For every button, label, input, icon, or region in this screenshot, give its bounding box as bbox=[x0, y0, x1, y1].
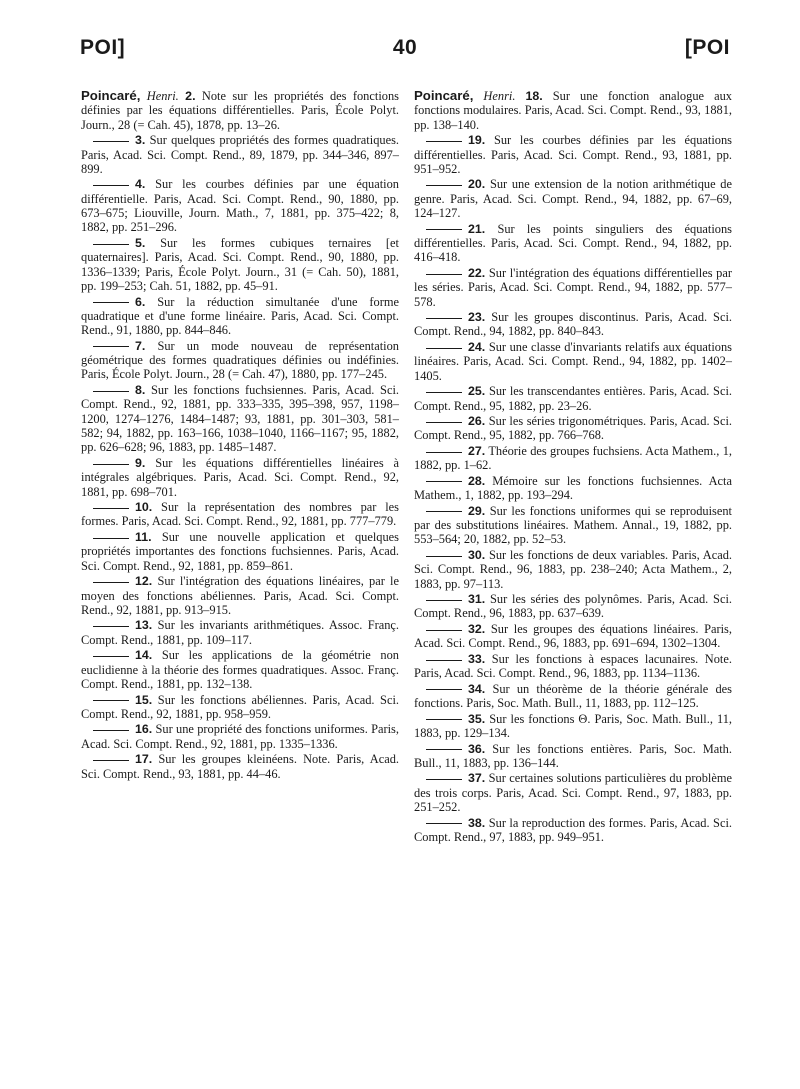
entry-text: Sur les courbes définies par les équations différentielles. Paris, Acad. Sci. Compt. Rend., 93, 1881, pp. 951–952. bbox=[414, 133, 732, 176]
bibliography-entry bbox=[414, 444, 732, 473]
bibliography-entry bbox=[81, 574, 399, 617]
bibliography-entry bbox=[81, 383, 399, 455]
ditto-dash bbox=[426, 689, 462, 690]
bibliography-entry bbox=[414, 682, 732, 711]
entry-number: 13. bbox=[135, 618, 153, 633]
ditto-dash bbox=[426, 779, 462, 780]
entry-number: 28. bbox=[468, 473, 486, 488]
bibliography-entry bbox=[414, 177, 732, 220]
entry-number: 27. bbox=[468, 443, 486, 458]
entry-number: 8. bbox=[135, 383, 146, 397]
entry-text: Sur les fonctions entières. Paris, Soc. Math. Bull., 11, 1883, pp. 136–144. bbox=[414, 741, 732, 770]
entry-number: 14. bbox=[135, 648, 153, 663]
ditto-dash bbox=[93, 464, 129, 465]
ditto-dash bbox=[93, 582, 129, 583]
entry-number: 6. bbox=[135, 294, 146, 309]
entry-text: Sur les fonctions de deux variables. Paris, Acad. Sci. Compt. Rend., 96, 1883, pp. 238–240; Acta Mathem., 2, 1883, pp. 97–113. bbox=[414, 547, 732, 591]
bibliography-entry bbox=[81, 752, 399, 781]
bibliography-entry bbox=[81, 339, 399, 382]
entry-text: Sur la reproduction des formes. Paris, Acad. Sci. Compt. Rend., 97, 1883, pp. 949–951. bbox=[414, 815, 732, 844]
entry-number: 38. bbox=[468, 815, 486, 830]
entry-text: Sur les groupes discontinus. Paris, Acad. Sci. Compt. Rend., 94, 1882, pp. 840–843. bbox=[414, 310, 732, 339]
bibliography-entry bbox=[414, 414, 732, 443]
entry-number: 24. bbox=[468, 339, 486, 354]
bibliography-entry bbox=[81, 500, 399, 529]
entry-text: Sur certaines solutions particulières du problème des trois corps. Paris, Acad. Sci. Compt. Rend., 97, 1883, pp. 251–252. bbox=[414, 771, 732, 815]
ditto-dash bbox=[93, 302, 129, 303]
ditto-dash bbox=[93, 656, 129, 657]
author-given-name: Henri. bbox=[483, 89, 516, 103]
ditto-dash bbox=[426, 348, 462, 349]
running-head-left: POI] bbox=[80, 36, 126, 59]
bibliography-entry bbox=[81, 236, 399, 293]
entry-text: Sur les formes cubiques ternaires [et quaternaires]. Paris, Acad. Sci. Compt. Rend., 90, 1880, pp. 1336–1339; Paris, École Polyt. Journ., 31 (= Cah. 50), 1881, pp. 199–253; Cah. 51, 1882, pp. 45–91. bbox=[81, 236, 399, 294]
bibliography-entry bbox=[414, 771, 732, 814]
entry-number: 35. bbox=[468, 711, 486, 726]
bibliography-entry bbox=[81, 722, 399, 751]
bibliography-entry bbox=[414, 222, 732, 265]
page-header bbox=[80, 36, 730, 66]
ditto-dash bbox=[426, 185, 462, 186]
entry-number: 32. bbox=[468, 622, 486, 636]
ditto-dash bbox=[93, 538, 129, 539]
entry-number: 33. bbox=[468, 651, 486, 666]
entry-text: Théorie des groupes fuchsiens. Acta Mathem., 1, 1882, pp. 1–62. bbox=[414, 443, 732, 473]
entry-number: 29. bbox=[468, 503, 486, 518]
running-head-right: [POI bbox=[684, 36, 730, 59]
bibliography-entry bbox=[81, 295, 399, 338]
entry-text: Sur les applications de la géométrie non euclidienne à la théorie des formes quadratiques. Assoc. Franç. Compt. Rend., 1881, pp. 132–138. bbox=[81, 648, 399, 691]
entry-number: 31. bbox=[468, 592, 486, 607]
ditto-dash bbox=[426, 823, 462, 824]
entry-number: 36. bbox=[468, 741, 486, 756]
entry-number: 11. bbox=[135, 530, 152, 544]
bibliography-entry bbox=[414, 652, 732, 681]
bibliography-entry bbox=[414, 474, 732, 503]
entry-number: 37. bbox=[468, 771, 486, 786]
ditto-dash bbox=[426, 556, 462, 557]
bibliography-entry bbox=[414, 266, 732, 309]
author-surname: Poincaré, bbox=[414, 88, 474, 103]
bibliography-entry bbox=[414, 133, 732, 176]
entry-text: Sur les groupes des équations linéaires. Paris, Acad. Sci. Compt. Rend., 96, 1883, pp. 691–694, 1302–1304. bbox=[414, 622, 732, 651]
entry-text: Note sur les propriétés des fonctions définies par les équations différentielles. Paris, École Polyt. Journ., 28 (= Cah. 45), 1878, pp. 13–26. bbox=[81, 89, 399, 132]
entry-text: Sur quelques propriétés des formes quadratiques. Paris, Acad. Sci. Compt. Rend., 89, 1879, pp. 344–346, 897–899. bbox=[81, 133, 399, 176]
bibliography-entry bbox=[81, 648, 399, 691]
entry-text: Sur la réduction simultanée d'une forme quadratique et d'une forme linéaire. Paris, Acad. Sci. Compt. Rend., 91, 1880, pp. 844–846. bbox=[81, 294, 399, 338]
entry-text: Sur les séries trigonométriques. Paris, Acad. Sci. Compt. Rend., 95, 1882, pp. 766–768. bbox=[414, 414, 732, 443]
ditto-dash bbox=[426, 229, 462, 230]
entry-text: Mémoire sur les fonctions fuchsiennes. Acta Mathem., 1, 1882, pp. 193–294. bbox=[414, 473, 732, 503]
ditto-dash bbox=[426, 600, 462, 601]
entry-number: 19. bbox=[468, 133, 486, 148]
ditto-dash bbox=[426, 630, 462, 631]
ditto-dash bbox=[426, 660, 462, 661]
entry-number: 30. bbox=[468, 547, 486, 562]
entry-text: Sur un mode nouveau de représentation géométrique des formes quadratiques définies ou indéfinies. Paris, École Polyt. Journ., 28 (= Cah. 47), 1880, pp. 177–245. bbox=[81, 338, 399, 382]
entry-text: Sur un théorème de la théorie générale des fonctions. Paris, Soc. Math. Bull., 11, 1883, pp. 112–125. bbox=[414, 681, 732, 711]
entry-number: 26. bbox=[468, 414, 486, 429]
entry-number: 22. bbox=[468, 265, 486, 280]
bibliography-entry bbox=[414, 340, 732, 383]
ditto-dash bbox=[93, 141, 129, 142]
entry-text: Sur une nouvelle application et quelques propriétés importantes des fonctions fuchsiennes. Paris, Acad. Sci. Compt. Rend., 92, 1881, pp. 859–861. bbox=[81, 530, 399, 573]
bibliography-entry bbox=[414, 548, 732, 591]
ditto-dash bbox=[93, 626, 129, 627]
entry-number: 9. bbox=[135, 455, 146, 470]
entry-text: Sur une extension de la notion arithmétique de genre. Paris, Acad. Sci. Compt. Rend., 94, 1882, pp. 67–69, 124–127. bbox=[414, 177, 732, 221]
bibliography-entry bbox=[81, 89, 399, 132]
entry-number: 12. bbox=[135, 574, 153, 589]
ditto-dash bbox=[93, 730, 129, 731]
bibliography-entry bbox=[81, 530, 399, 573]
ditto-dash bbox=[93, 391, 129, 392]
ditto-dash bbox=[426, 719, 462, 720]
entry-text: Sur les transcendantes entières. Paris, Acad. Sci. Compt. Rend., 95, 1882, pp. 23–26. bbox=[414, 384, 732, 413]
entry-text: Sur une fonction analogue aux fonctions modulaires. Paris, Acad. Sci. Compt. Rend., 93, 1881, pp. 138–140. bbox=[414, 89, 732, 132]
entry-text: Sur les séries des polynômes. Paris, Acad. Sci. Compt. Rend., 96, 1883, pp. 637–639. bbox=[414, 592, 732, 621]
bibliography-entry bbox=[414, 592, 732, 621]
ditto-dash bbox=[93, 185, 129, 186]
ditto-dash bbox=[426, 141, 462, 142]
ditto-dash bbox=[426, 318, 462, 319]
bibliography-entry bbox=[81, 133, 399, 176]
ditto-dash bbox=[426, 481, 462, 482]
ditto-dash bbox=[426, 452, 462, 453]
entry-text: Sur les fonctions à espaces lacunaires. Note. Paris, Acad. Sci. Compt. Rend., 96, 1883, pp. 1134–1136. bbox=[414, 651, 732, 681]
entry-text: Sur l'intégration des équations linéaires, par le moyen des fonctions abéliennes. Paris, Acad. Sci. Compt. Rend., 92, 1881, pp. 913–915. bbox=[81, 574, 399, 617]
bibliography-entry bbox=[414, 384, 732, 413]
entry-text: Sur les points singuliers des équations différentielles. Paris, Acad. Sci. Compt. Rend., 94, 1882, pp. 416–418. bbox=[414, 221, 732, 265]
entry-text: Sur les fonctions uniformes qui se reproduisent par des substitutions linéaires. Mathem. Annal., 19, 1882, pp. 553–564; 20, 1882, pp. 52–53. bbox=[414, 503, 732, 547]
entry-number: 3. bbox=[135, 133, 146, 148]
entry-number: 21. bbox=[468, 221, 486, 236]
author-given-name: Henri. bbox=[146, 89, 179, 103]
entry-text: Sur les fonctions abéliennes. Paris, Acad. Sci. Compt. Rend., 92, 1881, pp. 958–959. bbox=[81, 692, 399, 721]
ditto-dash bbox=[93, 700, 129, 701]
ditto-dash bbox=[93, 508, 129, 509]
bibliography-entry bbox=[81, 618, 399, 647]
bibliography-entry bbox=[414, 504, 732, 547]
bibliography-entry bbox=[81, 693, 399, 722]
author-surname: Poincaré, bbox=[81, 88, 141, 103]
bibliography-entry bbox=[81, 456, 399, 499]
entry-text: Sur les courbes définies par une équation différentielle. Paris, Acad. Sci. Compt. Rend., 90, 1880, pp. 673–675; Liouville, Journ. Math., 7, 1881, pp. 375–422; 8, 1882, pp. 251–296. bbox=[81, 177, 399, 235]
entry-text: Sur une propriété des fonctions uniformes. Paris, Acad. Sci. Compt. Rend., 92, 1881, pp. 1335–1336. bbox=[81, 722, 399, 751]
left-column bbox=[81, 89, 399, 782]
entry-number: 18. bbox=[525, 89, 543, 103]
bibliography-entry bbox=[414, 310, 732, 339]
entry-number: 7. bbox=[135, 338, 146, 353]
ditto-dash bbox=[93, 760, 129, 761]
entry-number: 15. bbox=[135, 692, 153, 707]
entry-number: 25. bbox=[468, 384, 486, 399]
entry-number: 20. bbox=[468, 177, 486, 192]
entry-number: 4. bbox=[135, 177, 146, 192]
entry-number: 5. bbox=[135, 236, 146, 250]
entry-text: Sur les invariants arithmétiques. Assoc. Franç. Compt. Rend., 1881, pp. 109–117. bbox=[81, 618, 399, 647]
ditto-dash bbox=[93, 244, 129, 245]
bibliography-entry bbox=[414, 712, 732, 741]
page-number: 40 bbox=[392, 36, 418, 59]
entry-number: 10. bbox=[135, 500, 153, 515]
entry-number: 2. bbox=[185, 89, 196, 103]
bibliography-entry bbox=[414, 622, 732, 651]
entry-text: Sur les groupes kleinéens. Note. Paris, Acad. Sci. Compt. Rend., 93, 1881, pp. 44–46. bbox=[81, 752, 399, 781]
ditto-dash bbox=[426, 274, 462, 275]
entry-number: 17. bbox=[135, 752, 153, 767]
bibliography-entry bbox=[414, 89, 732, 132]
right-column bbox=[414, 89, 732, 845]
bibliography-entry bbox=[414, 816, 732, 845]
ditto-dash bbox=[426, 422, 462, 423]
ditto-dash bbox=[426, 392, 462, 393]
entry-number: 34. bbox=[468, 681, 486, 696]
ditto-dash bbox=[93, 346, 129, 347]
entry-text: Sur une classe d'invariants relatifs aux équations linéaires. Paris, Acad. Sci. Compt. Rend., 94, 1882, pp. 1402–1405. bbox=[414, 339, 732, 383]
entry-text: Sur les fonctions Θ. Paris, Soc. Math. Bull., 11, 1883, pp. 129–134. bbox=[414, 711, 732, 740]
entry-text: Sur la représentation des nombres par les formes. Paris, Acad. Sci. Compt. Rend., 92, 1881, pp. 777–779. bbox=[81, 500, 399, 529]
entry-number: 16. bbox=[135, 722, 153, 737]
bibliography-entry bbox=[81, 177, 399, 234]
ditto-dash bbox=[426, 511, 462, 512]
ditto-dash bbox=[426, 749, 462, 750]
entry-text: Sur les équations différentielles linéaires à intégrales algébriques. Paris, Acad. Sci. Compt. Rend., 92, 1881, pp. 698–701. bbox=[81, 455, 399, 499]
entry-text: Sur l'intégration des équations différentielles par les séries. Paris, Acad. Sci. Compt. Rend., 94, 1882, pp. 577–578. bbox=[414, 265, 732, 309]
entry-text: Sur les fonctions fuchsiennes. Paris, Acad. Sci. Compt. Rend., 92, 1881, pp. 333–335, 395–398, 957, 1198–1200, 1274–1276, 1484–1487; 93, 1881, pp. 301–303, 581–582; 94, 1882, pp. 163–166, 1038–1040, 1166–1167; 95, 1882, pp. 626–628; 96, 1883, pp. 1485–1487. bbox=[81, 383, 399, 455]
entry-number: 23. bbox=[468, 310, 486, 325]
bibliography-entry bbox=[414, 742, 732, 771]
